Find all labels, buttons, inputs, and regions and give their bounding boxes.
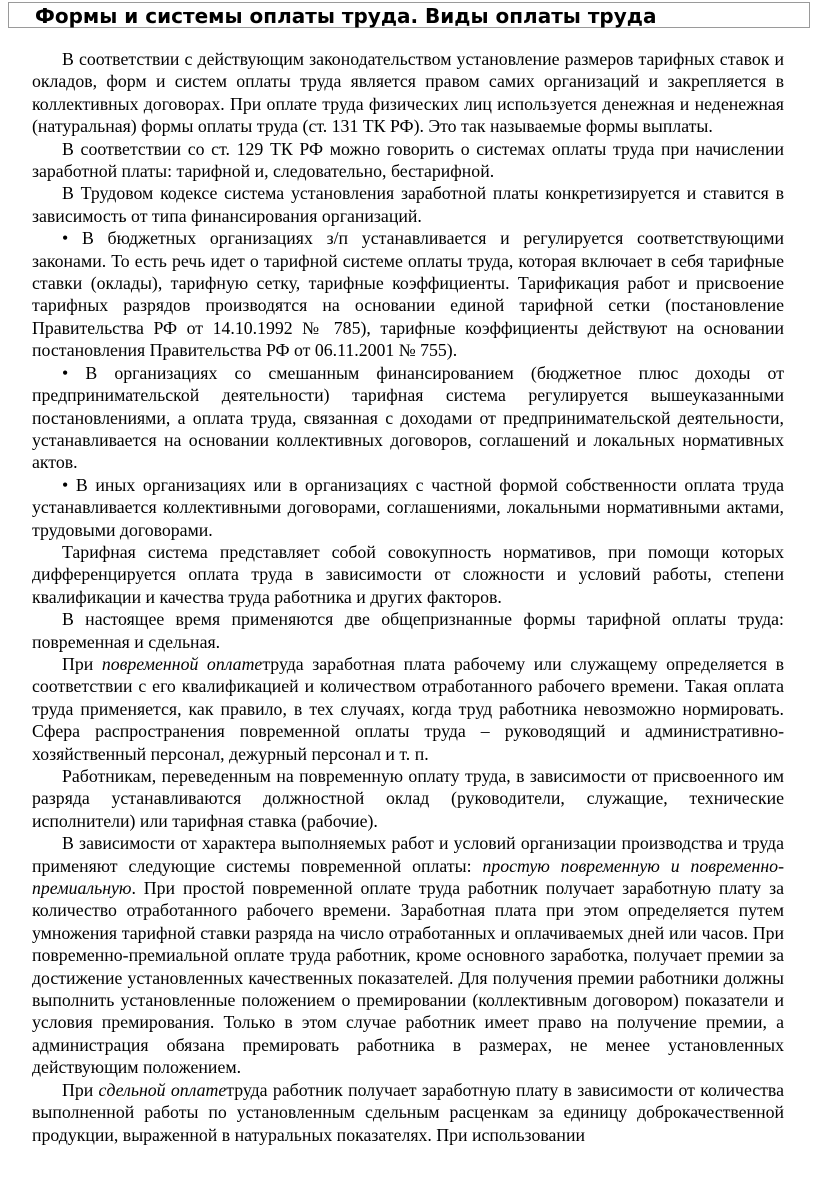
italic-term: простую повременную и повременно-премиальную (32, 855, 784, 899)
text-run: При (62, 1079, 99, 1100)
paragraph (32, 1079, 784, 1146)
paragraph (32, 832, 784, 1078)
italic-term: повременной оплате (101, 653, 263, 674)
text-run: В зависимости от характера выполняемых работ и условий организации производства и труда применяют следующие системы повременной оплаты: (32, 833, 784, 876)
paragraph: В Трудовом кодексе система установления заработной платы конкретизируется и ставится в зависимость от типа финансирования организаций. (32, 183, 784, 226)
paragraph: В соответствии со ст. 129 ТК РФ можно говорить о системах оплаты труда при начислении заработной платы: тарифной и, следовательно, бестарифной. (32, 138, 784, 182)
title-bar (8, 2, 810, 28)
bullet-paragraph: • В бюджетных организациях з/п устанавливается и регулируется соответствующими законами. То есть речь идет о тарифной системе оплаты труда, которая включает в себя тарифные ставки (оклады), тарифную сетку, тарифные коэффициенты. Тарификация работ и присвоение тарифных разрядов производятся на основании единой тарифной сетки (постановление Правительства РФ от 14.10.1992 № 785), тарифные коэффициенты действуют на основании постановления Правительства РФ от 06.11.2001 № 755). (32, 228, 784, 361)
paragraph: В соответствии с действующим законодательством установление размеров тарифных ставок и окладов, форм и систем оплаты труда является правом самих организаций и закрепляется в коллективных договорах. При оплате труда физических лиц используется денежная и неденежная (натуральная) формы оплаты труда (ст. 131 ТК РФ). Это так называемые формы выплаты. (32, 49, 784, 137)
bullet-paragraph: • В иных организациях или в организациях с частной формой собственности оплата труда устанавливается коллективными договорами, соглашениями, локальными нормативными актами, трудовыми договорами. (32, 474, 784, 540)
text-run: труда работник получает заработную плату в зависимости от количества выполненной работы по установленным сдельным расценкам за единицу доброкачественной продукции, выраженной в натуральных показателях. При использовании (32, 1079, 784, 1145)
text-run: . При простой повременной оплате труда работник получает заработную плату за количество отработанного рабочего времени. Заработная плата при этом определяется путем умножения тарифной ставки разряда на число отработанных и оплачиваемых дней или часов. При повременно-премиальной оплате труда работник, кроме основного заработка, получает премии за достижение установленных качественных показателей. Для получения премии работники должны выполнить установленные положением о премировании (коллективным договором) показатели и условия премирования. Только в этом случае работник имеет право на получение премии, а администрация обязана премировать работника в размерах, не менее установленных действующим положением. (32, 878, 784, 1078)
paragraph: В настоящее время применяются две общепризнанные формы тарифной оплаты труда: повременная и сдельная. (32, 609, 784, 652)
page-title: Формы и системы оплаты труда. Виды оплаты труда (35, 4, 657, 28)
bullet-paragraph: • В организациях со смешанным финансированием (бюджетное плюс доходы от предпринимательской деятельности) тарифная система регулируется вышеуказанными постановлениями, а оплата труда, связанная с доходами от предпринимательской деятельности, устанавливается на основании коллективных договоров, соглашений и локальных нормативных актов. (32, 362, 784, 473)
text-run: труда заработная плата рабочему или служащему определяется в соответствии с его квалификацией и количеством отработанного рабочего времени. Такая оплата труда применяется, как правило, в тех случаях, когда труд работника невозможно нормировать. Сфера распространения повременной оплаты труда – руководящий и административно-хозяйственный персонал, дежурный персонал и т. п. (32, 653, 784, 764)
italic-term: сдельной оплате (98, 1079, 227, 1100)
paragraph (32, 653, 784, 765)
document-body (32, 48, 784, 1146)
text-run: При (62, 653, 102, 674)
paragraph: Работникам, переведенным на повременную оплату труда, в зависимости от присвоенного им разряда устанавливаются должностной оклад (руководители, служащие, технические исполнители) или тарифная ставка (рабочие). (32, 766, 784, 831)
paragraph: Тарифная система представляет собой совокупность нормативов, при помощи которых дифференцируется оплата труда в зависимости от сложности и условий работы, степени квалификации и качества труда работника и других факторов. (32, 541, 784, 607)
